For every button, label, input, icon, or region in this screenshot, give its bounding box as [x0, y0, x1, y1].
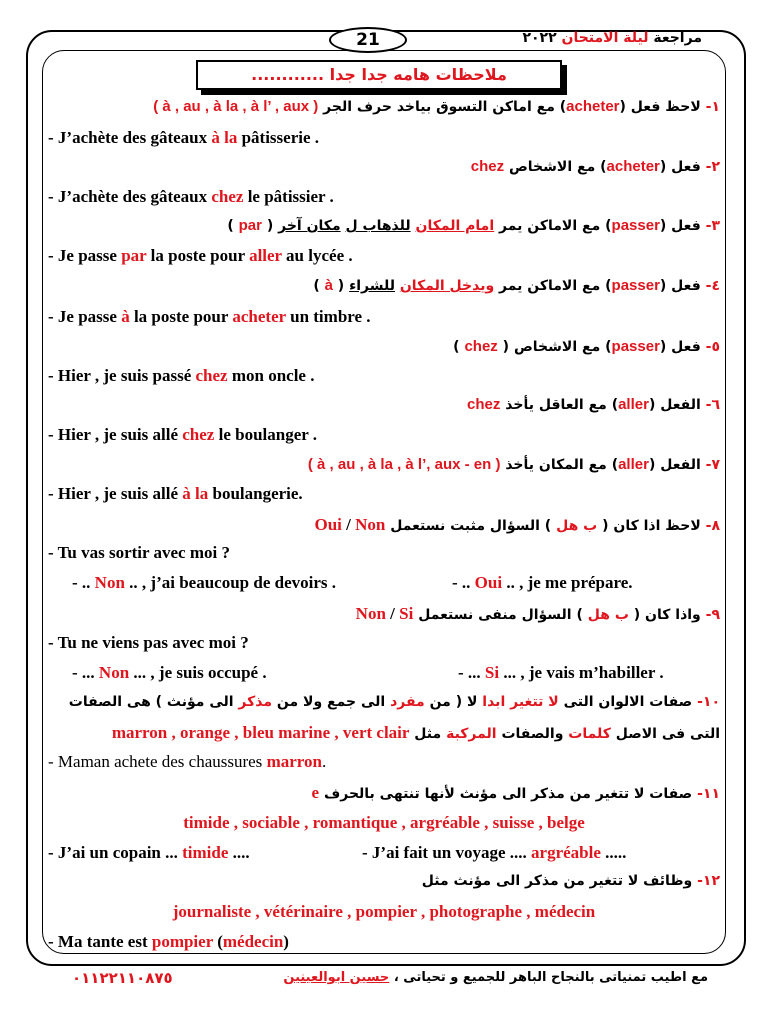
rule-8: ٨- لاحظ اذا كان ( ب هل ) السؤال مثبت نستعمل Oui / Non [314, 515, 720, 534]
rule-1: ١- لاحظ فعل (acheter) مع اماكن التسوق بياخد حرف الجر ( à , au , à la , à l’ , aux ) [153, 98, 720, 115]
sentence-7: - Hier , je suis allé à la boulangerie. [48, 484, 303, 503]
sentence-11a: - J’ai un copain ... timide .... [48, 843, 250, 862]
invariable-jobs-list: journaliste , vétérinaire , pompier , photographe , médecin [172, 902, 596, 921]
sentence-4: - Je passe à la poste pour acheter un timbre . [48, 307, 371, 326]
sentence-2: - J’achète des gâteaux chez le pâtissier . [48, 187, 334, 206]
sentence-6: - Hier , je suis allé chez le boulanger . [48, 425, 317, 444]
rule-6: ٦- الفعل (aller) مع العاقل يأخذ chez [467, 396, 720, 413]
rule-12: ١٢- وظائف لا تتغير من مذكر الى مؤنث مثل [421, 873, 720, 889]
sentence-10: - Maman achete des chaussures marron. [48, 752, 327, 771]
answer-9-yes: - ... Si ... , je vais m’habiller . [458, 663, 664, 682]
rule-11: ١١- صفات لا تتغير من مذكر الى مؤنث لأنها تنتهى بالحرف e [311, 783, 720, 802]
rule-10-cont: التى فى الاصل كلمات والصفات المركبة مثل marron , orange , bleu marine , vert clair [111, 723, 720, 742]
rule-4: ٤- فعل (passer) مع الاماكن يمر ويدخل المكان للشراء ( à ) [313, 277, 720, 294]
sentence-8: - Tu vas sortir avec moi ? [48, 543, 230, 562]
answer-8-yes: - .. Oui .. , je me prépare. [452, 573, 633, 592]
header-title: مراجعة ليلة الامتحان ٢٠٢٢ [522, 30, 702, 46]
answer-8-no: - .. Non .. , j’ai beaucoup de devoirs . [72, 573, 336, 592]
sentence-1: - J’achète des gâteaux à la pâtisserie . [48, 128, 320, 147]
rule-5: ٥- فعل (passer) مع الاشخاص ( chez ) [453, 338, 720, 355]
rule-3: ٣- فعل (passer) مع الاماكن يمر امام المكان للذهاب ل مكان آخر ( par ) [227, 217, 720, 234]
rule-2: ٢- فعل (acheter) مع الاشخاص chez [470, 158, 720, 175]
invariable-adjectives-list: timide , sociable , romantique , argréable , suisse , belge [183, 813, 585, 832]
rule-7: ٧- الفعل (aller) مع المكان يأخذ ( à , au , à la , à l’, aux - en ) [307, 456, 720, 473]
sentence-9: - Tu ne viens pas avec moi ? [48, 633, 249, 652]
sentence-5: - Hier , je suis passé chez mon oncle . [48, 366, 315, 385]
rule-9: ٩- واذا كان ( ب هل ) السؤال منفى نستعمل Non / Si [355, 604, 720, 623]
answer-9-no: - ... Non ... , je suis occupé . [72, 663, 267, 682]
sentence-3: - Je passe par la poste pour aller au lycée . [48, 246, 353, 265]
rule-10: ١٠- صفات الالوان التى لا تتغير ابدا لا ( من مفرد الى جمع ولا من مذكر الى مؤنث ) هى الصفات [68, 694, 720, 710]
phone-number: ٠١١٢٢١١٠٨٧٥ [72, 969, 173, 987]
author-name: حسين ابوالعينين [283, 970, 390, 985]
notes-title-box: ملاحظات هامه جدا جدا ............ [196, 60, 562, 90]
sentence-12: - Ma tante est pompier (médecin) [48, 932, 289, 951]
page-number: 21 [329, 27, 407, 53]
footer: مع اطيب تمنياتى بالنجاح الباهر للجميع و تحياتى ، حسين ابوالعينين ٠١١٢٢١١٠٨٧٥ [72, 969, 708, 987]
sentence-11b: - J’ai fait un voyage .... argréable ..... [362, 843, 627, 862]
